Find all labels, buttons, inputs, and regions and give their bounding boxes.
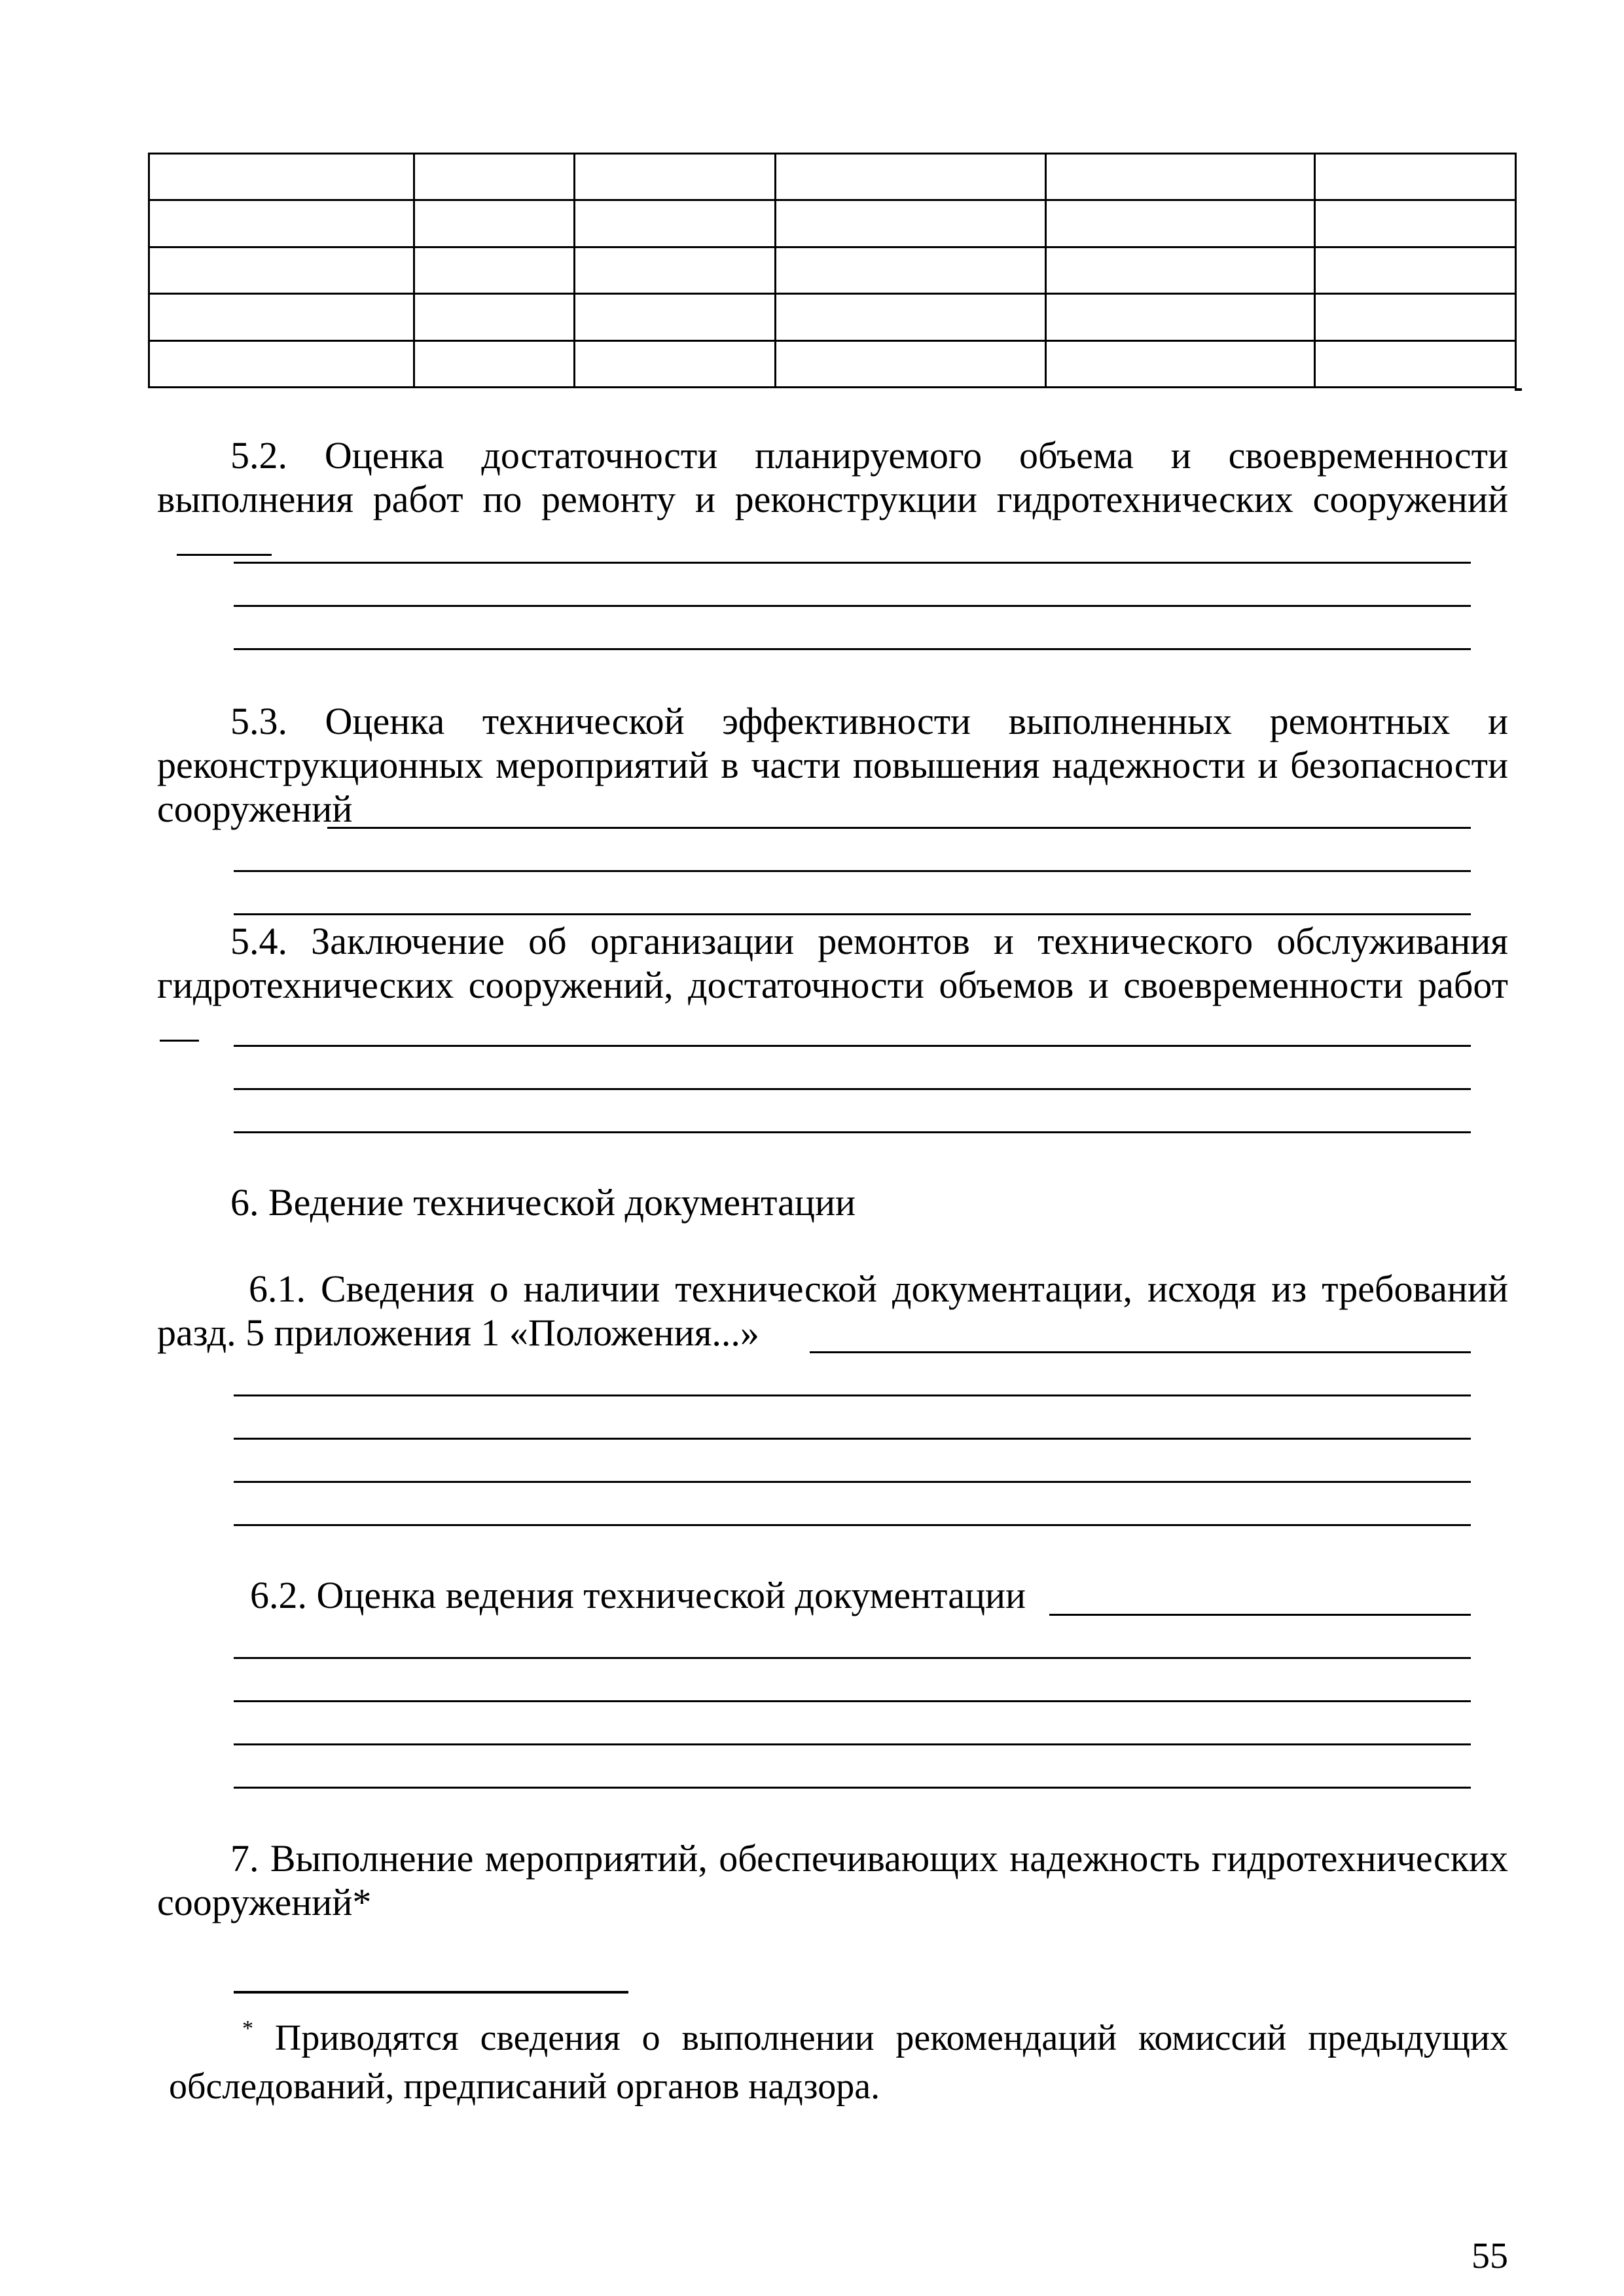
table-row (149, 154, 1516, 200)
section-6-heading: 6. Ведение технической документации (230, 1181, 856, 1224)
table-row (149, 340, 1516, 387)
footnote-mark: * (242, 2016, 253, 2041)
table-cell[interactable] (1315, 154, 1516, 200)
fill-line[interactable] (234, 1700, 1471, 1702)
table-cell[interactable] (1046, 340, 1315, 387)
fill-line[interactable] (234, 913, 1471, 915)
table-cell[interactable] (149, 247, 414, 293)
table-cell[interactable] (149, 294, 414, 340)
section-5-3 (157, 699, 1508, 831)
fill-line[interactable] (810, 1351, 1471, 1353)
fill-line[interactable] (234, 1438, 1471, 1440)
table-cell[interactable] (1315, 200, 1516, 247)
table-row (149, 247, 1516, 293)
table-cell[interactable] (414, 154, 575, 200)
table-corner-mark (1515, 388, 1522, 391)
table-cell[interactable] (149, 340, 414, 387)
fill-line[interactable] (234, 1131, 1471, 1133)
fill-line[interactable] (1049, 1614, 1471, 1616)
fill-line[interactable] (234, 1088, 1471, 1090)
section-6-1-text: 6.1. Сведения о наличии технической документации, исходя из требований разд. 5 приложения 1 «Положения...» (157, 1267, 1508, 1354)
fill-line[interactable] (234, 1045, 1471, 1047)
fill-line[interactable] (234, 1657, 1471, 1659)
table-cell[interactable] (1046, 200, 1315, 247)
table-cell[interactable] (1315, 294, 1516, 340)
page-number: 55 (1471, 2236, 1508, 2276)
table-row (149, 200, 1516, 247)
section-5-2 (157, 433, 1508, 565)
table-cell[interactable] (575, 247, 776, 293)
table-cell[interactable] (149, 200, 414, 247)
blank-table (148, 153, 1517, 388)
table-cell[interactable] (1046, 294, 1315, 340)
footnote-text: Приводятся сведения о выполнении рекомендаций комиссий предыдущих обследований, предписаний органов надзора. (169, 2018, 1509, 2107)
table-cell[interactable] (414, 200, 575, 247)
table-cell[interactable] (575, 294, 776, 340)
footnote-reference: * (352, 1881, 372, 1923)
section-5-4 (157, 919, 1508, 1051)
fill-blank[interactable] (177, 554, 272, 556)
table-cell[interactable] (149, 154, 414, 200)
fill-line[interactable] (234, 605, 1471, 607)
fill-line[interactable] (234, 1787, 1471, 1789)
section-6-1 (157, 1267, 1508, 1355)
table-cell[interactable] (414, 294, 575, 340)
fill-line[interactable] (234, 1481, 1471, 1483)
fill-line[interactable] (234, 648, 1471, 650)
table-cell[interactable] (414, 247, 575, 293)
fill-blank[interactable] (160, 1040, 199, 1042)
table-cell[interactable] (414, 340, 575, 387)
table-cell[interactable] (575, 154, 776, 200)
footnote (169, 2016, 1508, 2108)
table-cell[interactable] (1315, 247, 1516, 293)
section-6-2: 6.2. Оценка ведения технической документации (250, 1574, 1026, 1616)
table-cell[interactable] (575, 340, 776, 387)
section-5-2-text: 5.2. Оценка достаточности планируемого объема и своевременности выполнения работ по ремонту и реконструкции гидротехнических сооружений (157, 434, 1508, 520)
fill-line[interactable] (234, 1743, 1471, 1745)
table-row (149, 294, 1516, 340)
section-5-4-text: 5.4. Заключение об организации ремонтов и технического обслуживания гидротехнических сооружений, достаточности объемов и своевременности работ (157, 920, 1508, 1006)
section-5-3-text: 5.3. Оценка технической эффективности выполненных ремонтных и реконструкционных мероприятий в части повышения надежности и безопасности сооружений (157, 700, 1508, 830)
table-cell[interactable] (776, 294, 1046, 340)
section-7 (157, 1836, 1508, 1924)
section-7-text: 7. Выполнение мероприятий, обеспечивающих надежность гидротехнических сооружений (157, 1837, 1508, 1923)
table-cell[interactable] (776, 200, 1046, 247)
fill-line[interactable] (234, 1524, 1471, 1526)
fill-line[interactable] (327, 827, 1471, 829)
table-cell[interactable] (1046, 154, 1315, 200)
table-cell[interactable] (1315, 340, 1516, 387)
fill-line[interactable] (234, 562, 1471, 564)
table-cell[interactable] (776, 154, 1046, 200)
fill-line[interactable] (234, 870, 1471, 872)
table-cell[interactable] (575, 200, 776, 247)
table-cell[interactable] (1046, 247, 1315, 293)
table-cell[interactable] (776, 340, 1046, 387)
footnote-separator (234, 1991, 628, 1994)
fill-line[interactable] (234, 1394, 1471, 1396)
table-cell[interactable] (776, 247, 1046, 293)
